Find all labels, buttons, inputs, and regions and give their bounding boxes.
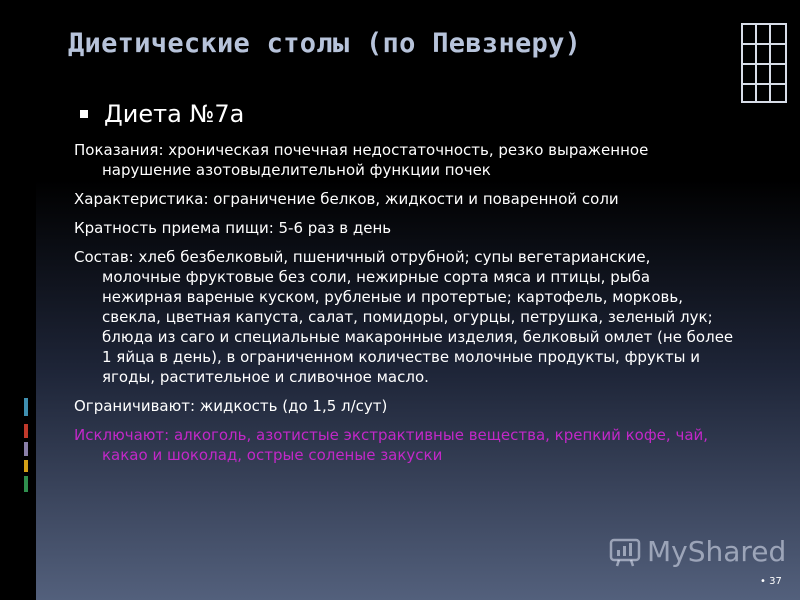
meal-frequency-text: Кратность приема пищи: 5-6 раз в день [74, 219, 392, 237]
page-number: • 37 [760, 576, 782, 587]
myshared-logo-icon [607, 534, 643, 568]
watermark-text: MyShared [647, 534, 787, 568]
accent-bar-yellow [24, 460, 28, 472]
accent-bar-red [24, 424, 28, 438]
accent-bar-green [24, 476, 28, 492]
page-number-value: 37 [769, 576, 782, 587]
watermark [607, 534, 786, 568]
left-strip [0, 0, 36, 600]
characteristics-text: Характеристика: ограничение белков, жидкости и поваренной соли [74, 190, 619, 208]
excluded-text: Исключают: алкоголь, азотистые экстрактивные вещества, крепкий кофе, чай, какао и шоколад, острые соленые закуски [74, 426, 709, 464]
bullet-square-icon [80, 110, 88, 118]
diet-name: Диета №7а [104, 100, 245, 128]
diet-heading [80, 100, 244, 128]
diet-details [74, 140, 734, 474]
indications-text: Показания: хроническая почечная недостаточность, резко выраженное нарушение азотовыделительной функции почек [74, 141, 649, 179]
slide-title: Диетические столы (по Певзнеру) [68, 28, 582, 59]
composition-text: Состав: хлеб безбелковый, пшеничный отрубной; супы вегетарианские, молочные фруктовые без соли, нежирные сорта мяса и птицы, рыба нежирная вареные куском, рубленые и протертые; картофель, морковь, свекла, цветная капуста, салат, помидоры, огурцы, петрушка, зеленый лук; блюда из саго и специальные макаронные изделия, белковый омлет (не более 1 яйца в день), в ограниченном количестве молочные продукты, фрукты и ягоды, растительное и сливочное масло. [74, 248, 734, 386]
decorative-grid-icon [738, 22, 788, 104]
accent-bar-blue [24, 398, 28, 416]
accent-bar-purple [24, 442, 28, 456]
limited-text: Ограничивают: жидкость (до 1,5 л/сут) [74, 397, 388, 415]
